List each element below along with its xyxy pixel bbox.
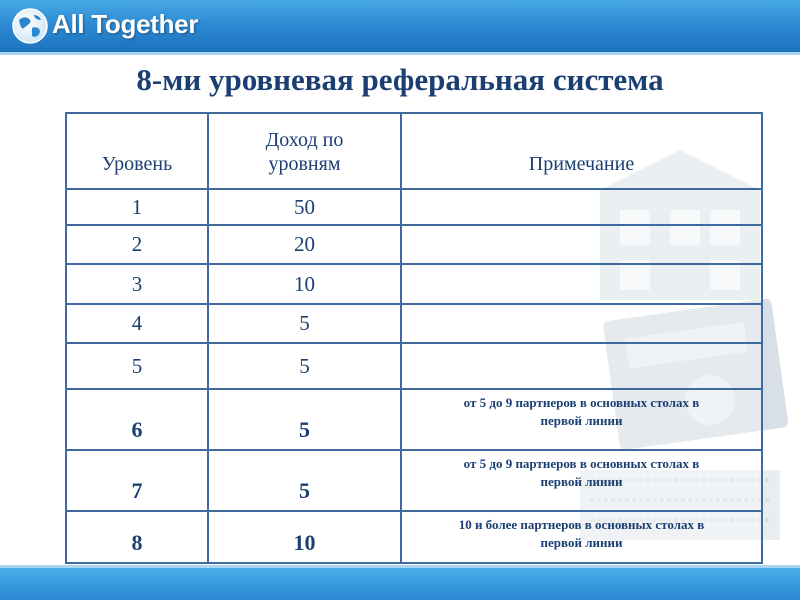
level-cell: 5 [66,343,208,389]
note-line2: первой линии [540,535,623,550]
table-row [66,343,762,389]
note-cell [401,389,762,450]
header-income-line1: Доход по [265,129,344,151]
brand-logo-text: All Together [52,9,199,39]
table-row [66,304,762,343]
level-cell: 1 [66,189,208,225]
banner-divider [0,52,800,55]
table-row [66,189,762,225]
income-cell: 5 [208,343,401,389]
table-row [66,511,762,563]
table-row [66,389,762,450]
level-cell: 2 [66,225,208,264]
level-cell: 3 [66,264,208,304]
income-cell: 10 [208,511,401,563]
income-cell: 10 [208,264,401,304]
referral-levels-table [65,112,763,564]
table-row [66,264,762,304]
income-cell: 20 [208,225,401,264]
note-cell [401,304,762,343]
note-line2: первой линии [540,474,623,489]
income-cell: 5 [208,304,401,343]
level-cell: 8 [66,511,208,563]
header-level [66,113,208,189]
note-line1: 10 и более партнеров в основных столах в [458,517,705,532]
bottom-banner [0,568,800,600]
note-cell [401,189,762,225]
level-cell: 4 [66,304,208,343]
income-cell: 5 [208,389,401,450]
slide-title: 8-ми уровневая реферальная система [136,62,664,97]
note-cell [401,511,762,563]
header-note-label: Примечание [528,153,635,175]
note-line1: от 5 до 9 партнеров в основных столах в [463,456,700,471]
header-note [401,113,762,189]
note-cell [401,343,762,389]
note-line2: первой линии [540,413,623,428]
table-row [66,450,762,511]
income-cell: 5 [208,450,401,511]
table-header-row [66,113,762,189]
header-income [208,113,401,189]
income-cell: 50 [208,189,401,225]
globe-icon [10,6,50,46]
level-cell: 7 [66,450,208,511]
note-cell [401,264,762,304]
note-cell [401,225,762,264]
level-cell: 6 [66,389,208,450]
note-line1: от 5 до 9 партнеров в основных столах в [463,395,700,410]
header-level-label: Уровень [101,153,173,175]
table-row [66,225,762,264]
note-cell [401,450,762,511]
header-income-line2: уровням [268,153,341,175]
